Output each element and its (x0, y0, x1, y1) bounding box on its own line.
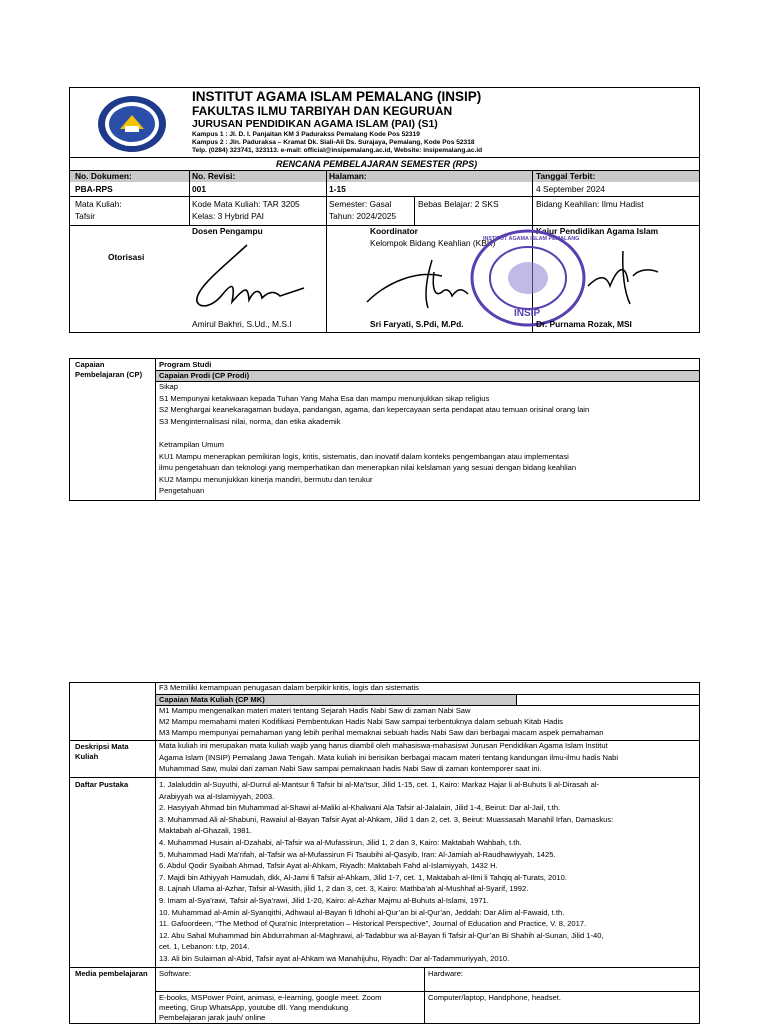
pustaka-line: 6. Abdul Qodir Syaibah Ahmad, Tafsir Ayat al-Ahkam, Riyadh: Maktabah Fahd al-Islamiyyah, 1432 H. (159, 861, 498, 871)
pustaka-label: Daftar Pustaka (75, 780, 129, 789)
cpmk-label: Capaian Mata Kuliah (CP MK) (159, 695, 265, 704)
cp-line: KU1 Mampu menerapkan pemikiran logis, kritis, sistematis, dan inovatif dalam konteks pengembangan atau implementasi (159, 451, 569, 461)
faculty-name: FAKULTAS ILMU TARBIYAH DAN KEGURUAN (192, 104, 453, 118)
pustaka-line: 10. Muhammad al-Amin al-Syanqithi, Adhwaul al-Bayan fi Idhohi al-Qur’an bi al-Qur’an, Jeddah: Dar Alim al-Fawaid, t.th. (159, 907, 565, 917)
pustaka-line: 11. Gafoordeen, “The Method of Qura’nic Interpretation – Historical Perspective”, Journal of Education and Practice, V. 8, 2017. (159, 919, 587, 929)
cpmk-line: M3 Mampu mempunyai pemahaman yang lebih perihal memaknai sebuah hadis Nabi Saw dari berbagai macam aspek pemahaman (159, 728, 604, 738)
dosen-name: Amirul Bakhri, S.Ud., M.S.I (192, 319, 292, 329)
semester: Semester: Gasal (329, 199, 392, 209)
cp-prodi-label: Capaian Prodi (CP Prodi) (159, 371, 250, 380)
deskripsi-line: Mata kuliah ini merupakan mata kuliah wajib yang harus diambil oleh mahasiswa-mahasiswi Jurusan Pendidikan Agama Islam Institut (159, 741, 608, 750)
dosen-label: Dosen Pengampu (192, 226, 263, 236)
no-dokumen-label: No. Dokumen: (75, 171, 132, 181)
pustaka-line: 1. Jalaluddin al-Suyuthi, al-Durrul al-Mantsur fi Tafsir bi al-Ma’tsur, Jilid 1-15, cet. 1, Kairo: Markaz Hajar li al-Buhuts li al-Dirasah al- (159, 780, 600, 789)
mata-kuliah-label: Mata Kuliah: (75, 199, 122, 209)
deskripsi-line: Muhammad Saw, mulai dari zaman Nabi Saw sampai pemaknaan hadis Nabi Saw di zaman kontemporer saat ini. (159, 764, 542, 774)
pustaka-line: 2. Hasyiyah Ahmad bin Muhammad al-Shawi al-Maliki al-Khalwani Ala Tafsir al-Jalalain, Jilid 1-4, Beirut: Dar al-Jail, t.th. (159, 803, 561, 813)
koordinator-name: Sri Faryati, S.Pdi, M.Pd. (370, 319, 464, 329)
no-revisi-value: 001 (192, 184, 206, 194)
f3-line: F3 Memiliki kemampuan penugasan dalam berpikir kritis, logis dan sistematis (159, 683, 419, 692)
deskripsi-line: Agama Islam (INSIP) Pemalang Jawa Tengah. Mata kuliah ini berisikan berbagai macam materi tentang kandungan ilmu-ilmu hadis Nabi (159, 752, 619, 762)
cp-line: Pengetahuan (159, 486, 205, 496)
cp-line: KU2 Mampu menunjukkan kinerja mandiri, bermutu dan terukur (159, 474, 373, 484)
koordinator-sub: Kelompok Bidang Keahlian (KBK) (370, 238, 496, 248)
pustaka-line: Arabiyyah wa al-Islamiyyah, 2003. (159, 791, 275, 801)
campus-2: Kampus 2 : Jln. Paduraksa – Kramat Dk. Siali-Ali Ds. Surajaya, Pemalang, Kode Pos 52318 (192, 139, 475, 146)
deskripsi-label: Deskripsi Mata Kuliah (75, 742, 129, 761)
pustaka-line: cet. 1, Lebanon: t.tp, 2014. (159, 942, 250, 952)
dosen-signature-icon (192, 240, 312, 318)
pustaka-line: 12. Abu Sahal Muhammad bin Abdurrahman al-Maghrawi, al-Tadabbur wa al-Bayan fi Tafsir al-Qur’an Bi Shahih al-Sunan, Jilid 1-40, (159, 930, 604, 940)
pustaka-line: 5. Muhammad Hadi Ma’rifah, al-Tafsir wa al-Mufassirun Fi Tsaubihi al-Qasyib, Iran: Al-Jamiah al-Raudhawiyyah, 1425. (159, 849, 556, 859)
bidang-keahlian: Bidang Keahlian: Ilmu Hadist (536, 199, 644, 209)
hardware-value: Computer/laptop, Handphone, headset. (428, 993, 561, 1002)
kajur-label: Kajur Pendidikan Agama Islam (536, 226, 659, 236)
pustaka-line: 4. Muhammad Husain al-Dzahabi, al-Tafsir wa al-Mufassirun, Jilid 1, 2 dan 3, Kairo: Maktabah Wahbah, t.th. (159, 838, 522, 847)
institute-logo (92, 93, 172, 155)
tanggal-value: 4 September 2024 (536, 184, 605, 194)
bebas-belajar: Bebas Belajar: 2 SKS (418, 199, 499, 209)
pustaka-line: 13. Ali bin Sulaiman al-Abid, Tafsir ayat al-Ahkam wa Manahijuhu, Riyadh: Dar al-Tadammuriyyah, 2010. (159, 954, 510, 963)
stamp-top-text: INSTITUT AGAMA ISLAM PEMALANG (483, 236, 580, 242)
pustaka-line: Maktabah al-Ghazali, 1981. (159, 826, 252, 836)
cp-line: S3 Menginternalisasi nilai, norma, dan etika akademik (159, 416, 341, 426)
kajur-name: Dr. Purnama Rozak, MSI (536, 319, 632, 329)
cp-line: Ketrampilan Umum (159, 440, 224, 449)
program-studi-label: Program Studi (159, 360, 212, 369)
pustaka-line: 7. Majdi bin Athiyyah Hamudah, dkk, Al-Jami fi Tafsir al-Ahkam, Jilid 1-7, cet. 1, Maktabah al-Ilmi li Tahqiq al-Turats, 2010. (159, 872, 567, 882)
halaman-value: 1-15 (329, 184, 346, 194)
kelas: Kelas: 3 Hybrid PAI (192, 211, 264, 221)
cpmk-line: M1 Mampu mengenalkan materi materi tentang Sejarah Hadis Nabi Saw di zaman Nabi Saw (159, 706, 471, 715)
software-line: meeting, Grup WhatsApp, youtube dll. Yang mendukung (159, 1003, 349, 1012)
media-label: Media pembelajaran (75, 969, 148, 978)
no-revisi-label: No. Revisi: (192, 171, 236, 181)
koordinator-label: Koordinator (370, 226, 418, 236)
cp-line: ilmu pengetahuan dan teknologi yang memperhatikan dan menerapkan nilai kelslaman yang sesuai dengan bidang keahlian (159, 463, 577, 473)
logo-caption: INSIP (125, 142, 139, 148)
no-dokumen-value: PBA-RPS (75, 184, 113, 194)
pustaka-line: 8. Lajnah Ulama al-Azhar, Tafsir al-Wasith, jilid 1, 2 dan 3, cet. 3, Kairo: Mathba’ah al-Mushhaf al-Syarif, 1992. (159, 884, 529, 894)
cp-line: S1 Mempunyai ketakwaan kepada Tuhan Yang Maha Esa dan mampu menunjukkan sikap religius (159, 393, 490, 403)
mata-kuliah-value: Tafsir (75, 211, 96, 221)
software-line: Pembelajaran jarak jauh/ online (159, 1013, 266, 1022)
cp-line: Sikap (159, 382, 178, 391)
campus-1: Kampus 1 : Jl. D. I. Panjaitan KM 3 Padurakss Pemalang Kode Pos 52319 (192, 131, 420, 138)
contact-line: Telp. (0284) 323741, 323113. e-mail: official@insipemalang.ac.id, Website: insipemalang.ac.id (192, 147, 483, 154)
institute-name: INSTITUT AGAMA ISLAM PEMALANG (INSIP) (192, 89, 482, 104)
pustaka-line: 3. Muhammad Ali al-Shabuni, Rawaiul al-Bayan Tafsir Ayat al-Ahkam, Jilid 1 dan 2, cet. 3, Beirut: Muassasah Manahil Irfan, Damaskus: (159, 814, 614, 824)
koordinator-signature-icon (362, 252, 482, 312)
software-label: Software: (159, 969, 192, 978)
tahun: Tahun: 2024/2025 (329, 211, 397, 221)
official-stamp (468, 228, 588, 328)
kode-mata-kuliah: Kode Mata Kuliah: TAR 3205 (192, 199, 300, 209)
software-line: E-books, MSPower Point, animasi, e-learning, google meet. Zoom (159, 993, 382, 1002)
department-name: JURUSAN PENDIDIKAN AGAMA ISLAM (PAI) (S1) (192, 118, 438, 130)
halaman-label: Halaman: (329, 171, 367, 181)
stamp-bottom-text: INSIP (514, 308, 541, 319)
cp-label: Capaian Pembelajaran (CP) (75, 360, 143, 379)
cp-line: S2 Menghargai keanekaragaman budaya, pandangan, agama, dan kepercayaan serta pendapat atau temuan orisinal orang lain (159, 405, 590, 415)
document-title: RENCANA PEMBELAJARAN SEMESTER (RPS) (276, 159, 478, 169)
kajur-signature-icon (578, 246, 668, 310)
hardware-label: Hardware: (428, 969, 464, 978)
cpmk-line: M2 Mampu memahami materi Kodifikasi Pembentukan Hadis Nabi Saw sampai terbentuknya dalam sebuah Kitab Hadis (159, 717, 563, 727)
pustaka-line: 9. Imam al-Sya’rawi, Tafsir al-Sya’rawi, Jilid 1-20, Kairo: al-Azhar Majmu al-Buhuts al-Islami, 1971. (159, 896, 489, 905)
otorisasi-label: Otorisasi (108, 252, 145, 262)
tanggal-label: Tanggal Terbit: (536, 171, 596, 181)
